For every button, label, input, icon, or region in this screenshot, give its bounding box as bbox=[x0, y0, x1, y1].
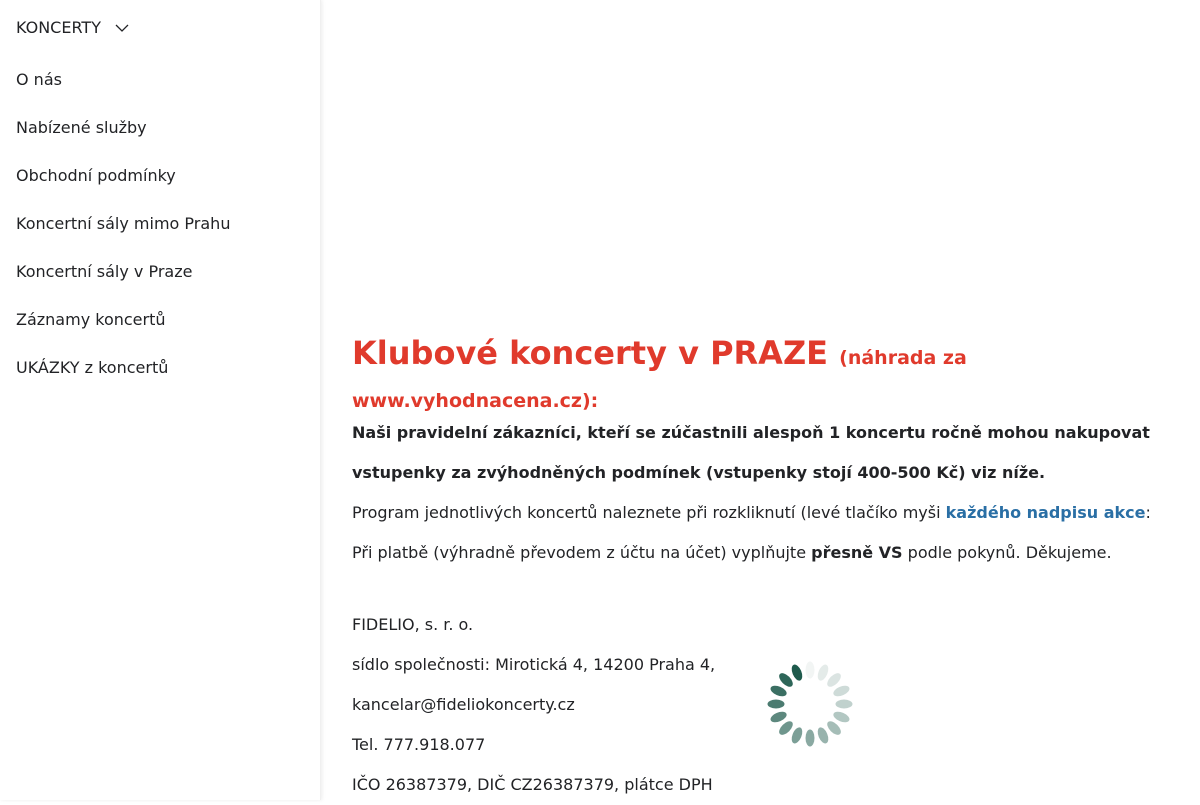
sidebar-item-zaznamy[interactable] bbox=[0, 295, 320, 343]
company-name: FIDELIO, s. r. o. bbox=[352, 615, 474, 634]
intro-line-1: Naši pravidelní zákazníci, kteří se zúčastnili alespoň 1 koncertu ročně mohou nakupovat bbox=[352, 423, 1150, 442]
program-paragraph bbox=[352, 493, 1151, 533]
payment-paragraph bbox=[352, 533, 1112, 573]
company-email[interactable]: kancelar@fideliokoncerty.cz bbox=[352, 695, 575, 714]
sidebar-item-label: KONCERTY bbox=[16, 18, 101, 37]
sidebar-item-label: Koncertní sály v Praze bbox=[16, 261, 193, 281]
company-address: sídlo společnosti: Mirotická 4, 14200 Praha 4, bbox=[352, 655, 716, 674]
sidebar-item-label: Nabízené služby bbox=[16, 117, 147, 137]
payment-suffix: podle pokynů. Děkujeme. bbox=[902, 543, 1112, 562]
event-heading-link[interactable]: každého nadpisu akce bbox=[945, 503, 1146, 522]
intro-line-2: vstupenky za zvýhodněných podmínek (vstupenky stojí 400-500 Kč) viz níže. bbox=[352, 463, 1046, 482]
page-title-subtitle: (náhrada za www.vyhodnacena.cz): bbox=[352, 347, 967, 412]
sidebar bbox=[0, 0, 321, 800]
page-title-main: Klubové koncerty v PRAZE bbox=[352, 334, 828, 372]
sidebar-item-obchodni-podminky[interactable] bbox=[0, 151, 320, 199]
sidebar-item-saly-mimo-prahu[interactable] bbox=[0, 199, 320, 247]
loading-spinner-icon bbox=[766, 660, 854, 748]
sidebar-item-ukazky[interactable] bbox=[0, 343, 320, 391]
program-suffix: : bbox=[1145, 503, 1151, 522]
payment-vs-emphasis: přesně VS bbox=[811, 543, 903, 562]
sidebar-nav bbox=[0, 0, 320, 391]
sidebar-item-label: O nás bbox=[16, 69, 62, 89]
sidebar-item-nabizene-sluzby[interactable] bbox=[0, 103, 320, 151]
page-title bbox=[352, 334, 1162, 420]
sidebar-item-koncerty[interactable] bbox=[0, 0, 320, 55]
sidebar-item-label: Záznamy koncertů bbox=[16, 309, 166, 329]
sidebar-item-o-nas[interactable] bbox=[0, 55, 320, 103]
company-ids: IČO 26387379, DIČ CZ26387379, plátce DPH bbox=[352, 775, 713, 794]
sidebar-item-saly-v-praze[interactable] bbox=[0, 247, 320, 295]
sidebar-item-label: Koncertní sály mimo Prahu bbox=[16, 213, 231, 233]
program-text: Program jednotlivých koncertů naleznete při rozkliknutí (levé tlačíko myši bbox=[352, 503, 946, 522]
company-phone: Tel. 777.918.077 bbox=[352, 735, 486, 754]
payment-text: Při platbě (výhradně převodem z účtu na účet) vyplňujte bbox=[352, 543, 812, 562]
chevron-down-icon[interactable] bbox=[115, 24, 129, 32]
sidebar-item-label: Obchodní podmínky bbox=[16, 165, 176, 185]
sidebar-item-label: UKÁZKY z koncertů bbox=[16, 357, 169, 377]
